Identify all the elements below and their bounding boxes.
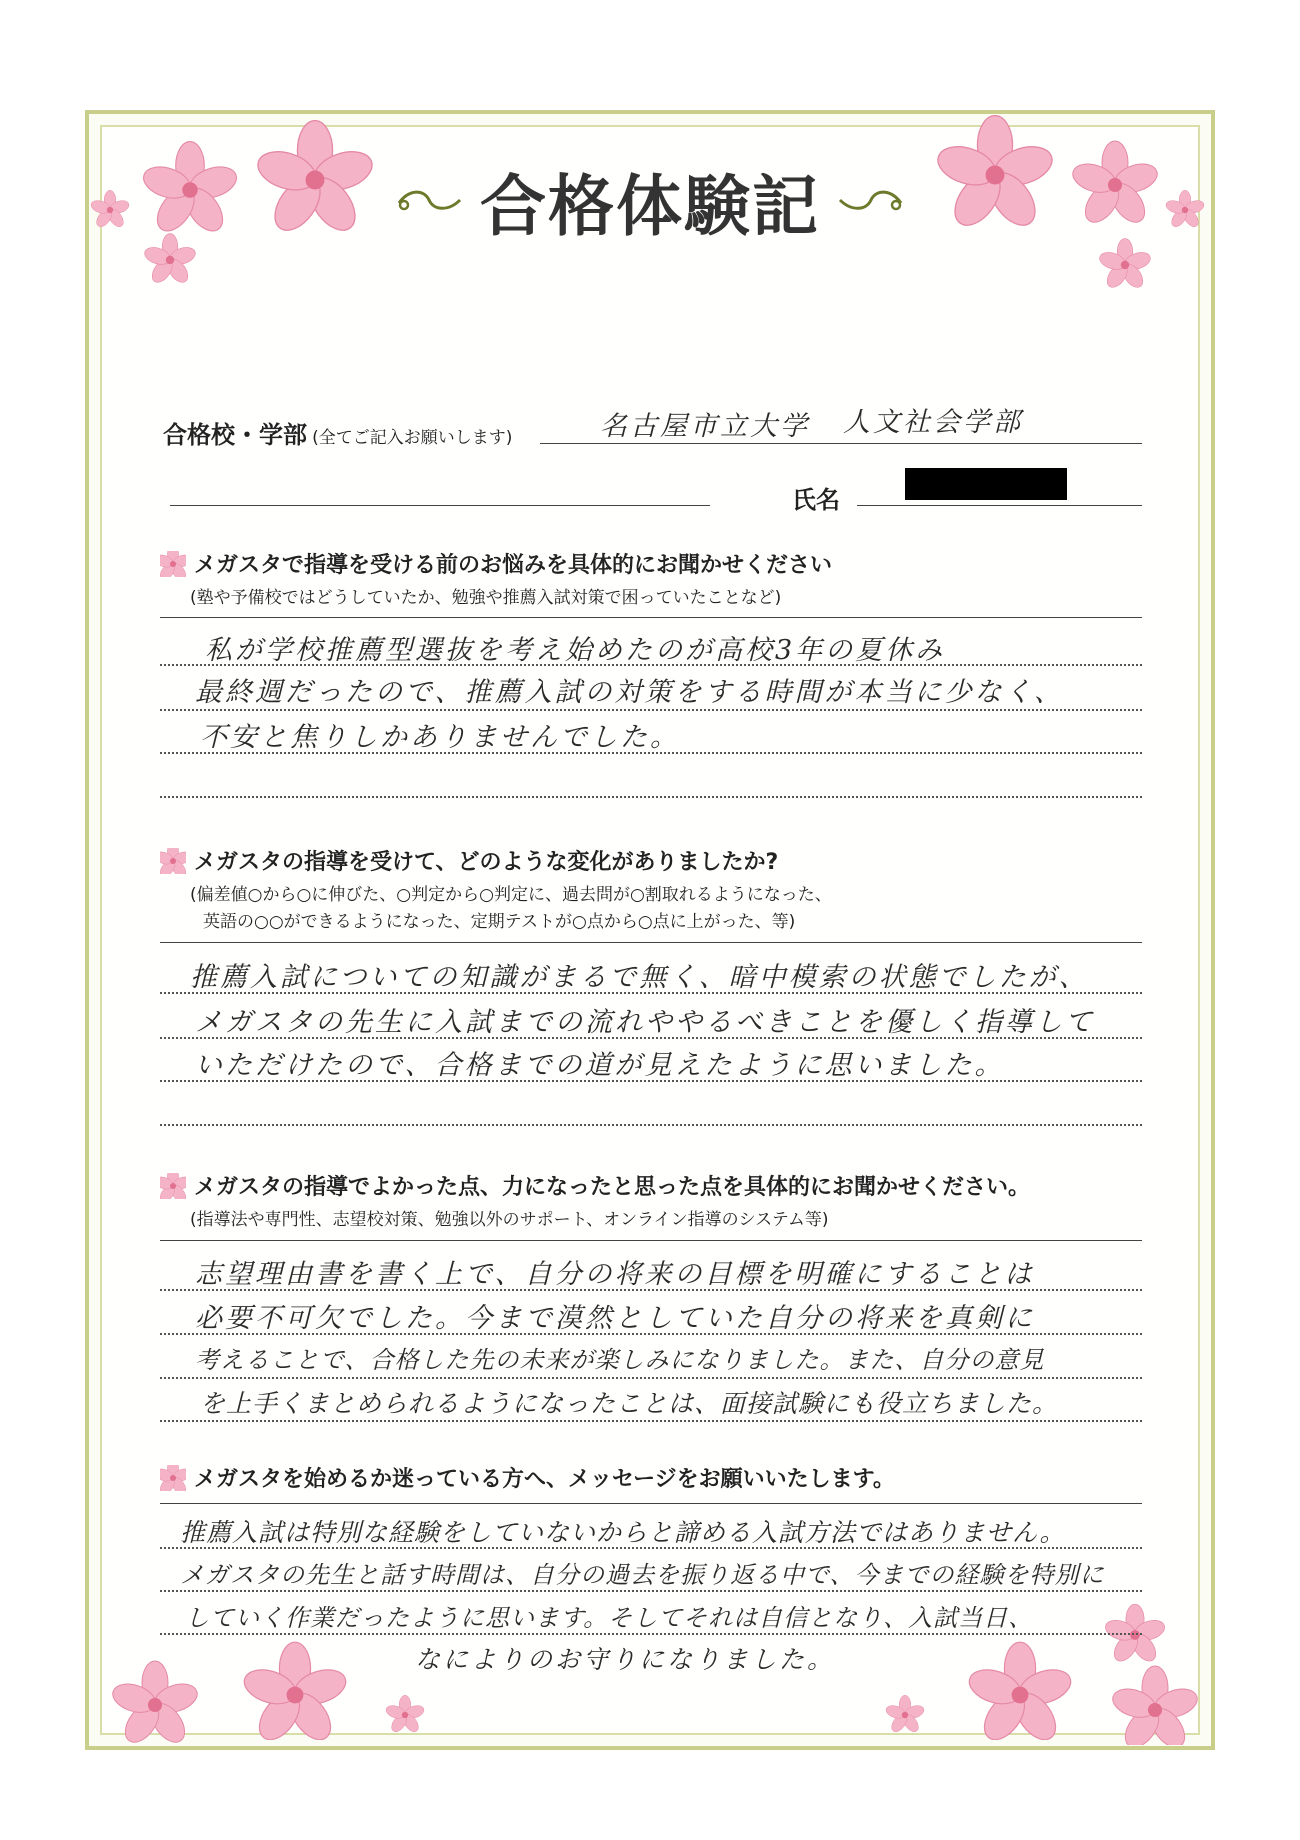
sakura-icon	[255, 120, 375, 240]
ruled-line	[160, 1633, 1142, 1635]
section-2-note: (偏差値○から○に伸びた、○判定から○判定に、過去問が○割取れるようになった、	[190, 885, 832, 905]
sakura-icon	[85, 185, 135, 235]
ruled-line	[160, 992, 1142, 994]
section-2-answer-line: 推薦入試についての知識がまるで無く、暗中模索の状態でしたが、	[190, 962, 1089, 993]
ruled-line	[160, 1124, 1142, 1126]
section-4-answer-line: なによりのお守りになりました。	[415, 1645, 836, 1674]
blank-underline	[170, 505, 710, 506]
section-4-header	[160, 1462, 895, 1493]
ornament-scroll-right-icon	[836, 185, 906, 215]
section-3-answer-line: 考えることで、合格した先の未来が楽しみになりました。また、自分の意見	[195, 1346, 1045, 1374]
sakura-bullet-icon	[160, 848, 186, 874]
section-2-answer-line: メガスタの先生に入試までの流れややるべきことを優しく指導して	[195, 1007, 1095, 1038]
ruled-line	[160, 1080, 1142, 1082]
section-3-title: メガスタの指導でよかった点、力になったと思った点を具体的にお聞かせください。	[194, 1175, 1031, 1200]
ruled-line	[160, 1289, 1142, 1291]
section-3-header	[160, 1170, 1030, 1201]
ruled-line	[160, 709, 1142, 711]
sakura-icon	[110, 1660, 200, 1750]
section-1-rule	[160, 617, 1142, 618]
section-1-answer-line: 不安と焦りしかありませんでした。	[200, 722, 680, 753]
sakura-bullet-icon	[160, 1465, 186, 1491]
faculty-value: 人文社会学部	[843, 407, 1023, 438]
ruled-line	[160, 1377, 1142, 1379]
section-4-answer-line: メガスタの先生と話す時間は、自分の過去を振り返る中で、今までの経験を特別に	[180, 1561, 1105, 1589]
section-3-answer-line: を上手くまとめられるようになったことは、面接試験にも役立ちました。	[200, 1389, 1059, 1418]
ruled-line	[160, 1590, 1142, 1592]
ruled-line	[160, 1333, 1142, 1335]
sakura-icon	[935, 115, 1055, 235]
university-value: 名古屋市立大学	[600, 411, 810, 442]
section-1-title: メガスタで指導を受ける前のお悩みを具体的にお聞かせください	[194, 553, 833, 578]
sakura-icon	[240, 1640, 350, 1740]
sakura-icon	[380, 1690, 430, 1740]
section-4-answer-line: していく作業だったように思います。そしてそれは自信となり、入試当日、	[185, 1604, 1034, 1632]
school-label: 合格校・学部	[163, 421, 307, 449]
sakura-icon	[1160, 185, 1210, 235]
section-3-rule	[160, 1240, 1142, 1241]
section-3-answer-line: 志望理由書を書く上で、自分の将来の目標を明確にすることは	[195, 1259, 1035, 1290]
sakura-icon	[880, 1690, 930, 1740]
section-2-header	[160, 845, 778, 876]
section-1-answer-line: 私が学校推薦型選抜を考え始めたのが高校3年の夏休み	[205, 635, 946, 666]
title-area	[390, 160, 910, 245]
ruled-line	[160, 1037, 1142, 1039]
sakura-icon	[1110, 1665, 1200, 1745]
section-1-header	[160, 548, 832, 579]
sakura-icon	[140, 230, 200, 290]
ruled-line	[160, 1420, 1142, 1422]
sakura-icon	[1100, 1600, 1170, 1670]
sakura-icon	[1095, 235, 1155, 295]
ornament-scroll-left-icon	[394, 185, 464, 215]
name-redaction	[905, 468, 1067, 500]
school-underline	[540, 443, 1142, 444]
section-2-answer-line: いただけたので、合格までの道が見えたように思いました。	[195, 1050, 1005, 1081]
sakura-bullet-icon	[160, 1173, 186, 1199]
ruled-line	[160, 796, 1142, 798]
section-3-answer-line: 必要不可欠でした。今まで漠然としていた自分の将来を真剣に	[195, 1303, 1035, 1334]
section-1-note: (塾や予備校ではどうしていたか、勉強や推薦入試対策で困っていたことなど)	[190, 588, 782, 608]
school-note: (全てご記入お願いします)	[312, 428, 513, 448]
ruled-line	[160, 1547, 1142, 1549]
page-title: 合格体験記	[480, 166, 820, 245]
section-2-note: 英語の○○ができるようになった、定期テストが○点から○点に上がった、等)	[203, 912, 796, 932]
section-1-answer-line: 最終週だったので、推薦入試の対策をする時間が本当に少なく、	[195, 677, 1064, 708]
section-2-rule	[160, 942, 1142, 943]
section-2-title: メガスタの指導を受けて、どのような変化がありましたか?	[194, 850, 779, 875]
sakura-icon	[1070, 140, 1160, 230]
section-4-rule	[160, 1503, 1142, 1504]
sakura-icon	[140, 140, 240, 240]
school-field	[163, 415, 512, 450]
sakura-bullet-icon	[160, 551, 186, 577]
ruled-line	[160, 752, 1142, 754]
name-label: 氏名	[792, 486, 840, 514]
section-4-answer-line: 推薦入試は特別な経験をしていないからと諦める入試方法ではありません。	[180, 1518, 1066, 1547]
ruled-line	[160, 664, 1142, 666]
section-3-note: (指導法や専門性、志望校対策、勉強以外のサポート、オンライン指導のシステム等)	[190, 1210, 829, 1230]
name-underline	[857, 505, 1142, 506]
section-4-title: メガスタを始めるか迷っている方へ、メッセージをお願いいたします。	[194, 1467, 895, 1492]
sakura-icon	[965, 1640, 1075, 1740]
